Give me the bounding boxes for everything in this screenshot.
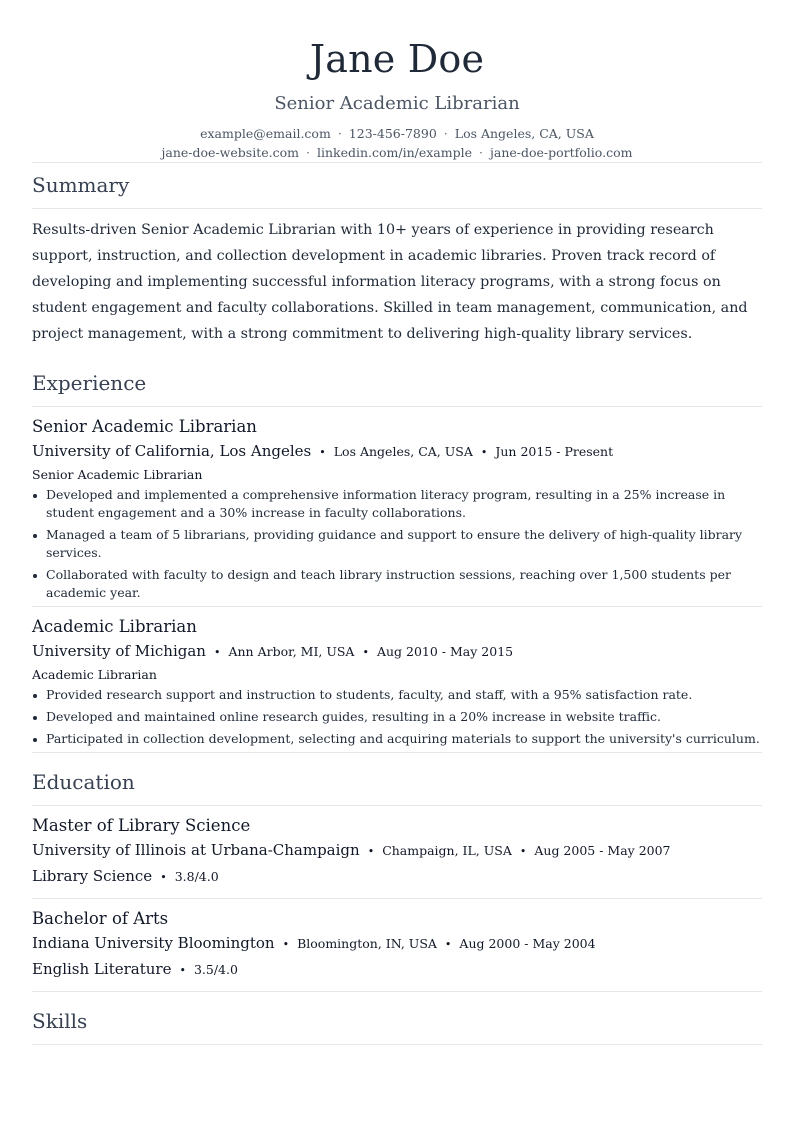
- section-title-skills: Skills: [32, 1009, 88, 1033]
- section-divider: [32, 1044, 762, 1045]
- entry-divider: [32, 991, 762, 992]
- list-item: Developed and maintained online research guides, resulting in a 20% increase in website traffic.: [32, 708, 762, 726]
- experience-organization: University of California, Los Angeles: [32, 442, 312, 460]
- contact-info: [32, 124, 762, 162]
- education-location: Bloomington, IN, USA: [297, 936, 437, 951]
- separator: ·: [305, 145, 310, 160]
- list-item: Participated in collection development, selecting and acquiring materials to support the university's curriculum.: [32, 730, 762, 748]
- bullet-separator: •: [444, 938, 452, 951]
- email-link[interactable]: example@email.com: [200, 126, 331, 141]
- contact-row-links: [32, 143, 762, 162]
- bullet-separator: •: [519, 845, 527, 858]
- bullet-separator: •: [319, 446, 326, 459]
- list-item: Provided research support and instruction to students, faculty, and staff, with a 95% satisfaction rate.: [32, 686, 762, 704]
- education-field: Library Science: [32, 867, 153, 885]
- section-title-summary: Summary: [32, 173, 130, 197]
- summary-text: Results-driven Senior Academic Librarian with 10+ years of experience in providing research support, instruction, and collection development in academic libraries. Proven track record of developing and implementing successful information literacy programs, with a strong focus on student engagement and faculty collaborations. Skilled in team management, communication, and project management, with a strong commitment to delivering high-quality library services.: [32, 222, 748, 342]
- education-dates: Aug 2000 - May 2004: [459, 936, 596, 951]
- education-meta: [32, 837, 762, 863]
- list-item: Developed and implemented a comprehensive information literacy program, resulting in a 25% increase in student engagement and a 30% increase in faculty collaborations.: [32, 486, 762, 522]
- education-entry: [32, 899, 762, 982]
- experience-organization: University of Michigan: [32, 642, 206, 660]
- education-dates: Aug 2005 - May 2007: [534, 843, 671, 858]
- section-divider: [32, 208, 762, 209]
- portfolio-link[interactable]: jane-doe-portfolio.com: [489, 145, 633, 160]
- bullet-separator: •: [179, 964, 186, 977]
- education-degree: Master of Library Science: [32, 816, 251, 835]
- list-item: Managed a team of 5 librarians, providing guidance and support to ensure the delivery of high-quality library services.: [32, 526, 762, 562]
- section-title-experience: Experience: [32, 371, 147, 395]
- separator: ·: [479, 145, 483, 160]
- location-text: Los Angeles, CA, USA: [454, 126, 594, 141]
- person-name: Jane Doe: [309, 37, 485, 81]
- separator: ·: [443, 126, 448, 141]
- education-school: Indiana University Bloomington: [32, 934, 275, 952]
- experience-entry: [32, 407, 762, 602]
- experience-dates: Jun 2015 - Present: [495, 444, 614, 459]
- education-gpa: 3.5/4.0: [193, 962, 238, 977]
- experience-subtitle: Senior Academic Librarian: [32, 467, 203, 482]
- experience-meta: [32, 438, 762, 464]
- bullet-separator: •: [282, 938, 290, 951]
- experience-location: Los Angeles, CA, USA: [333, 444, 473, 459]
- experience-bullets: [32, 486, 762, 602]
- bullet-separator: •: [367, 845, 375, 858]
- experience-meta: [32, 638, 762, 664]
- list-item: Collaborated with faculty to design and teach library instruction sessions, reaching over 1,500 students per academic year.: [32, 566, 762, 602]
- education-degree: Bachelor of Arts: [32, 909, 169, 928]
- website-link[interactable]: jane-doe-website.com: [161, 145, 299, 160]
- education-entry: [32, 806, 762, 889]
- education-field: English Literature: [32, 960, 172, 978]
- bullet-separator: •: [480, 446, 488, 459]
- education-field-row: [32, 956, 762, 982]
- section-title-education: Education: [32, 770, 135, 794]
- contact-row-primary: [32, 124, 762, 143]
- bullet-separator: •: [160, 871, 167, 884]
- bullet-separator: •: [362, 646, 369, 659]
- education-location: Champaign, IL, USA: [382, 843, 512, 858]
- phone-link[interactable]: 123-456-7890: [348, 126, 437, 141]
- experience-bullets: [32, 686, 762, 748]
- entry-divider: [32, 752, 762, 753]
- bullet-separator: •: [213, 646, 221, 659]
- job-title: Senior Academic Librarian: [274, 93, 520, 114]
- resume-page: [32, 0, 762, 1045]
- experience-title: Academic Librarian: [32, 617, 197, 636]
- resume-header: [32, 0, 762, 162]
- education-gpa: 3.8/4.0: [174, 869, 219, 884]
- education-field-row: [32, 863, 762, 889]
- experience-location: Ann Arbor, MI, USA: [228, 644, 355, 659]
- experience-title: Senior Academic Librarian: [32, 417, 257, 436]
- education-meta: [32, 930, 762, 956]
- experience-dates: Aug 2010 - May 2015: [376, 644, 514, 659]
- education-school: University of Illinois at Urbana-Champaign: [32, 841, 360, 859]
- separator: ·: [337, 126, 342, 141]
- experience-entry: [32, 607, 762, 748]
- linkedin-link[interactable]: linkedin.com/in/example: [316, 145, 472, 160]
- experience-subtitle: Academic Librarian: [32, 667, 157, 682]
